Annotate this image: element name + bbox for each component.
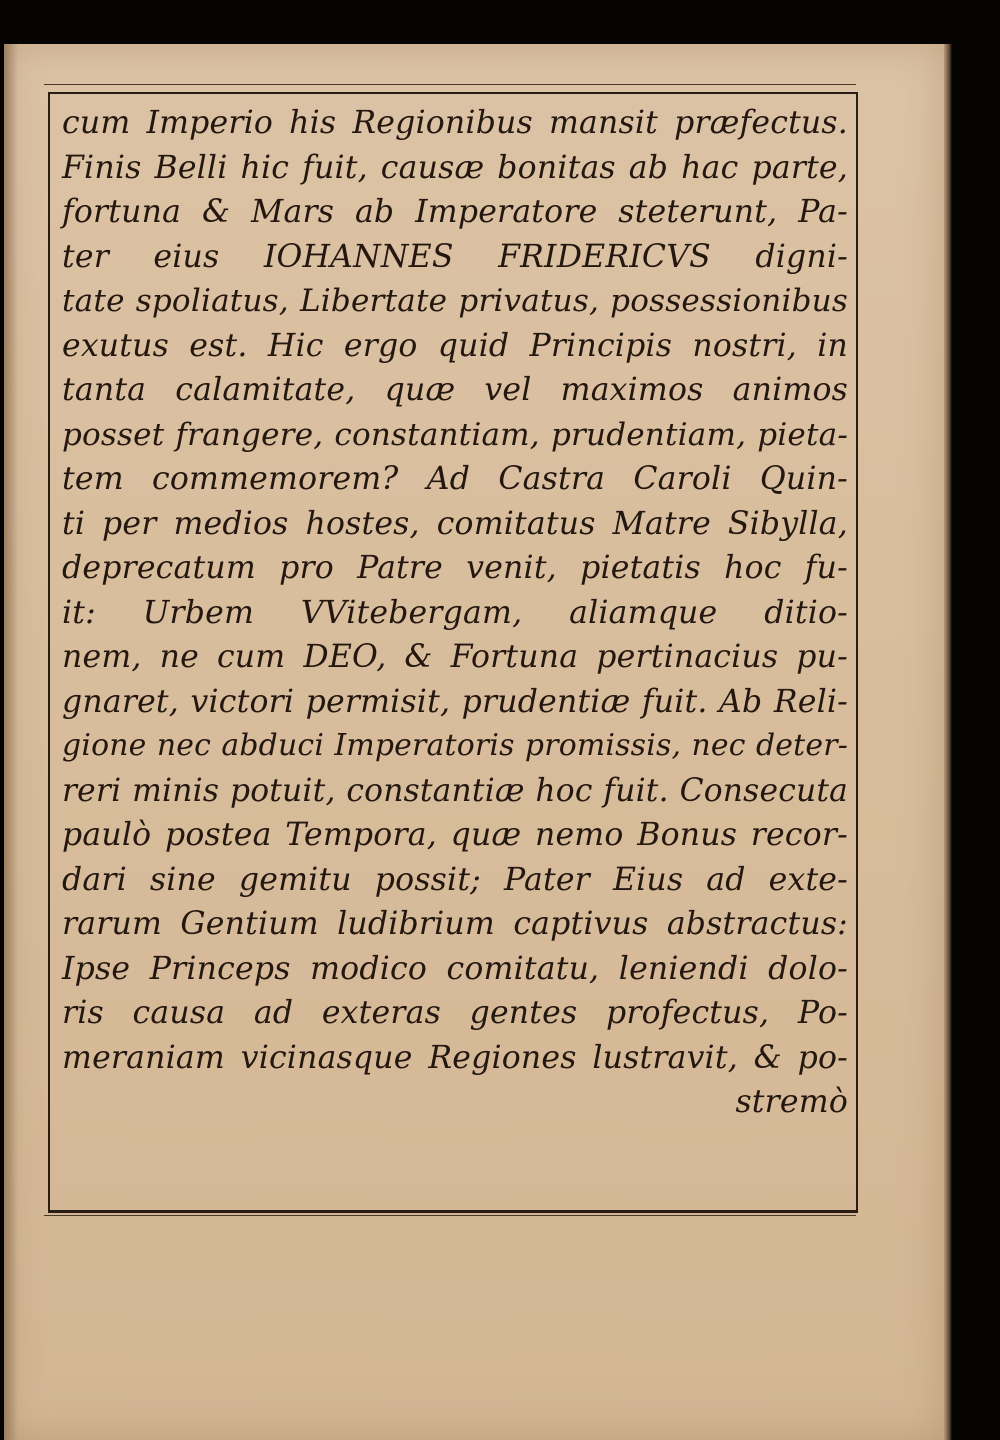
text-line-3: fortuna & Mars ab Imperatore steterunt, Pa- [62, 194, 848, 230]
text-line-7: tanta calamitate, quæ vel maximos animos [62, 372, 848, 408]
body-text [62, 101, 848, 1201]
page-gutter-shadow [4, 44, 18, 1440]
text-line-12: it: Urbem VVitebergam, aliamque ditio- [62, 594, 848, 631]
text-line-2: Finis Belli hic fuit, causæ bonitas ab hac parte, [62, 149, 848, 186]
text-line-5: tate spoliatus, Libertate privatus, possessionibus [62, 283, 848, 319]
text-line-17: paulò postea Tempora, quæ nemo Bonus recor- [62, 817, 848, 853]
text-line-11: deprecatum pro Patre venit, pietatis hoc fu- [62, 550, 848, 586]
text-line-13: nem, ne cum DEO, & Fortuna pertinacius pu- [62, 639, 848, 675]
text-line-9: tem commemorem? Ad Castra Caroli Quin- [62, 461, 848, 497]
text-line-15: gione nec abduci Imperatoris promissis, nec deter- [62, 728, 848, 763]
text-line-6: exutus est. Hic ergo quid Principis nostri, in [62, 327, 848, 364]
text-line-16: reri minis potuit, constantiæ hoc fuit. Consecuta [62, 772, 848, 809]
frame-bottom-rule [44, 1215, 856, 1216]
page-edge [944, 44, 952, 1440]
text-line-10: ti per medios hostes, comitatus Matre Sibylla, [62, 505, 848, 542]
text-line-19: rarum Gentium ludibrium captivus abstractus: [62, 906, 848, 942]
text-line-14: gnaret, victori permisit, prudentiæ fuit. Ab Reli- [62, 683, 848, 720]
text-line-1: cum Imperio his Regionibus mansit præfectus. [62, 105, 848, 141]
text-line-18: dari sine gemitu possit; Pater Eius ad exte- [62, 861, 848, 898]
text-line-21: ris causa ad exteras gentes profectus, Po- [62, 995, 848, 1031]
frame-top-rule [44, 84, 856, 85]
text-line-23: stremò [735, 1084, 848, 1120]
text-line-20: Ipse Princeps modico comitatu, leniendi dolo- [62, 950, 848, 987]
text-line-22: meraniam vicinasque Regiones lustravit, & po- [62, 1039, 848, 1076]
text-line-4: ter eius IOHANNES FRIDERICVS digni- [62, 238, 848, 275]
text-line-8: posset frangere, constantiam, prudentiam, pieta- [62, 416, 848, 453]
